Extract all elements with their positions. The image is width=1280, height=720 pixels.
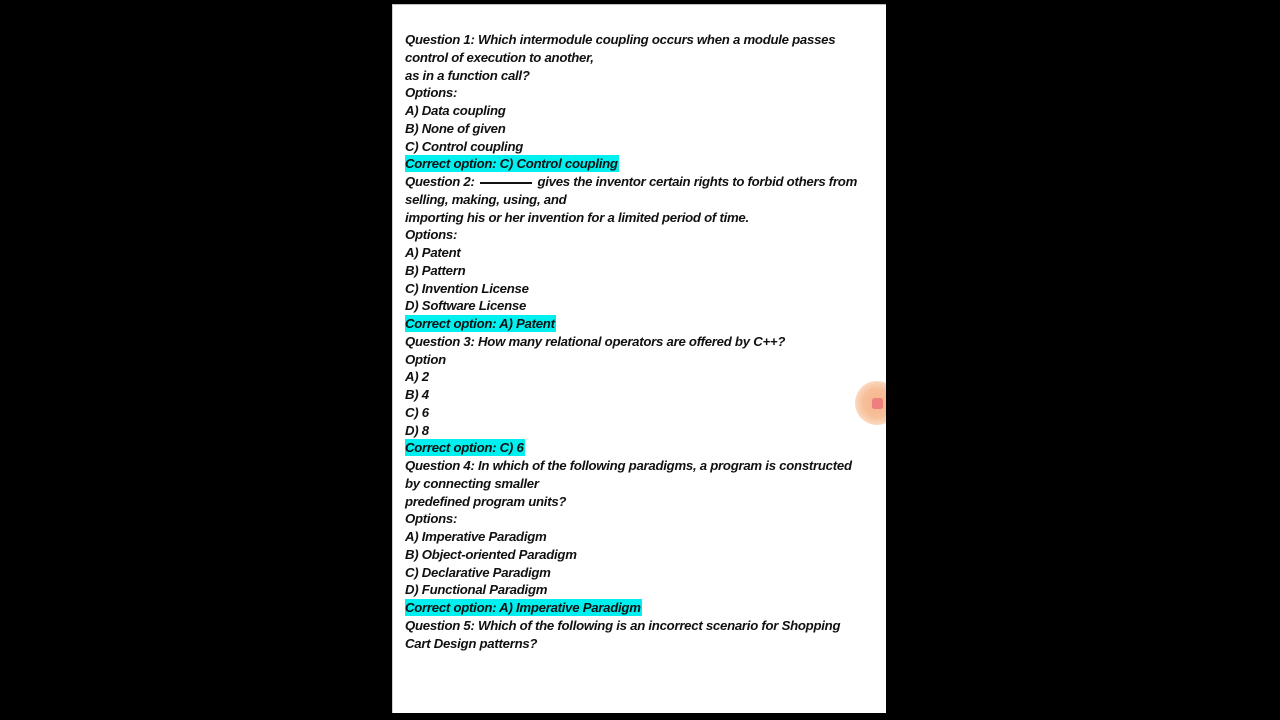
highlight-mark: Correct option: A) Imperative Paradigm — [405, 600, 641, 615]
text-line: C) 6 — [405, 404, 429, 420]
text-line: B) Pattern — [405, 262, 466, 278]
text-line: Options: — [405, 85, 458, 101]
text-line: control of execution to another, — [405, 49, 594, 65]
text-line: A) 2 — [405, 369, 429, 385]
document-page — [392, 4, 886, 713]
text-line: D) Functional Paradigm — [405, 582, 548, 598]
text-line: A) Patent — [405, 245, 461, 260]
text-line: Options: — [405, 511, 458, 527]
text-line: Question 4: In which of the following paradigms, a program is constructed — [405, 458, 852, 473]
text-line: Question 3: How many relational operators are offered by C++? — [405, 333, 786, 349]
text-line: C) Control coupling — [405, 138, 524, 154]
text-line: as in a function call? — [405, 67, 530, 83]
letterbox-right — [886, 0, 1280, 720]
text-line: Cart Design patterns? — [405, 635, 538, 651]
text-line: D) Software License — [405, 298, 527, 314]
text-line: B) 4 — [405, 387, 429, 402]
text-line: A) Imperative Paradigm — [405, 529, 547, 544]
letterbox-left — [0, 0, 392, 720]
text-line: Options: — [405, 227, 458, 243]
text-line — [405, 173, 885, 191]
text-line: Question 1: Which intermodule coupling occurs when a module passes — [405, 32, 836, 47]
letterbox-bottom — [0, 713, 1280, 720]
text-line: importing his or her invention for a limited period of time. — [405, 209, 749, 225]
text-line: A) Data coupling — [405, 103, 506, 118]
document-text-body — [405, 31, 885, 652]
text-line: by connecting smaller — [405, 475, 539, 491]
highlight-mark: Correct option: A) Patent — [405, 316, 555, 331]
text-line: D) 8 — [405, 422, 429, 438]
text-line: B) None of given — [405, 120, 506, 136]
answer-line — [405, 439, 885, 457]
blank-underscore — [480, 182, 532, 184]
text-line: C) Declarative Paradigm — [405, 564, 551, 580]
letterbox-top — [0, 0, 1280, 4]
highlight-mark: Correct option: C) Control coupling — [405, 156, 618, 172]
answer-line — [405, 155, 885, 173]
text-line: predefined program units? — [405, 493, 567, 509]
answer-line — [405, 315, 885, 333]
text-line: C) Invention License — [405, 280, 529, 296]
answer-line — [405, 599, 885, 617]
text-line: B) Object-oriented Paradigm — [405, 546, 577, 562]
highlight-mark: Correct option: C) 6 — [405, 440, 524, 456]
text-line: Option — [405, 351, 446, 367]
text-line: selling, making, using, and — [405, 191, 567, 207]
fill-in-the-blank-line: Question 2: gives the inventor certain rights to forbid others from — [405, 174, 858, 189]
text-line: Question 5: Which of the following is an incorrect scenario for Shopping — [405, 617, 841, 633]
